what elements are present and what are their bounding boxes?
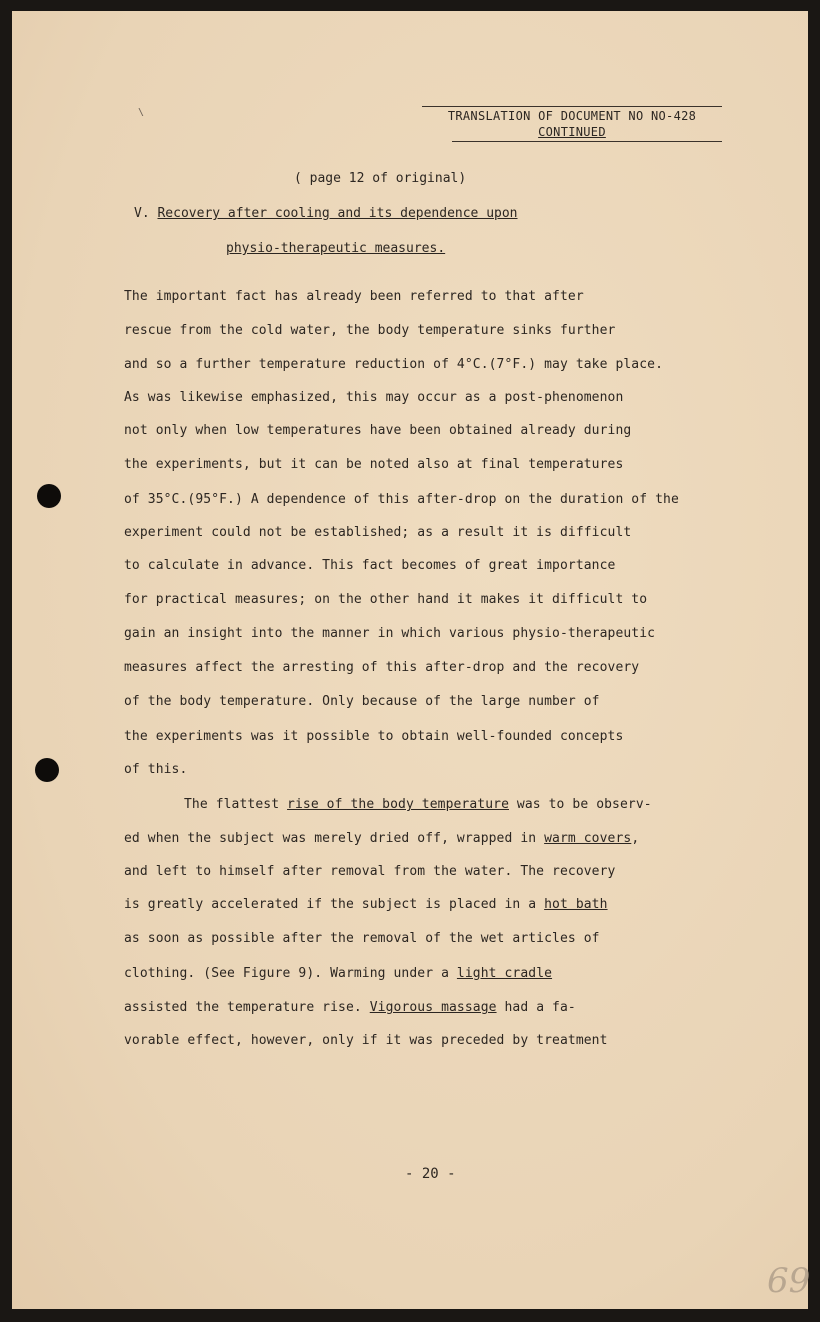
- section-number: V.: [134, 206, 150, 221]
- text-line: [124, 897, 608, 912]
- header-rule-bottom: [452, 141, 722, 142]
- text-line: not only when low temperatures have been obtained already during: [124, 423, 632, 438]
- text-span: is greatly accelerated if the subject is placed in a: [124, 897, 545, 912]
- underlined-term: Vigorous massage: [369, 1000, 497, 1015]
- underlined-term: light cradle: [456, 966, 553, 981]
- text-line: the experiments was it possible to obtain well-founded concepts: [124, 729, 624, 744]
- text-line: [124, 831, 639, 846]
- text-line: to calculate in advance. This fact becomes of great importance: [124, 558, 616, 573]
- text-line: [184, 797, 652, 812]
- text-line: of 35°C.(95°F.) A dependence of this after-drop on the duration of the: [124, 492, 679, 507]
- text-line: [124, 966, 552, 981]
- section-title-line1: Recovery after cooling and its dependence upon: [157, 206, 518, 221]
- header-subtitle: CONTINUED: [538, 125, 606, 139]
- underlined-term: hot bath: [544, 897, 608, 912]
- text-line: As was likewise emphasized, this may occur as a post-phenomenon: [124, 390, 624, 405]
- text-line: and left to himself after removal from the water. The recovery: [124, 864, 616, 879]
- text-span: was to be observ-: [509, 797, 652, 812]
- section-title-line2: physio-therapeutic measures.: [226, 241, 446, 256]
- text-line: rescue from the cold water, the body temperature sinks further: [124, 323, 616, 338]
- text-line: as soon as possible after the removal of the wet articles of: [124, 931, 600, 946]
- text-line: experiment could not be established; as a result it is difficult: [124, 525, 632, 540]
- punch-hole: [37, 484, 61, 508]
- underlined-term: rise of the body temperature: [287, 797, 509, 812]
- stray-mark: \: [138, 107, 145, 118]
- page-reference: ( page 12 of original): [294, 171, 467, 186]
- document-header: [422, 106, 722, 142]
- text-span: ed when the subject was merely dried off, wrapped in: [124, 831, 545, 846]
- text-line: The important fact has already been referred to that after: [124, 289, 584, 304]
- text-line: measures affect the arresting of this after-drop and the recovery: [124, 660, 640, 675]
- text-span: assisted the temperature rise.: [124, 1000, 370, 1015]
- text-span: ,: [631, 831, 640, 846]
- text-line: the experiments, but it can be noted also at final temperatures: [124, 457, 624, 472]
- handwritten-folio: 69: [767, 1261, 811, 1301]
- text-line: and so a further temperature reduction of 4°C.(7°F.) may take place.: [124, 357, 664, 372]
- text-span: clothing. (See Figure 9). Warming under a: [124, 966, 457, 981]
- punch-hole: [35, 758, 59, 782]
- text-span: had a fa-: [496, 1000, 576, 1015]
- text-line: of the body temperature. Only because of the large number of: [124, 694, 600, 709]
- document-page: [12, 11, 811, 1309]
- text-line: vorable effect, however, only if it was preceded by treatment: [124, 1033, 608, 1048]
- section-heading: [134, 206, 518, 221]
- text-line: [124, 1000, 576, 1015]
- text-line: of this.: [124, 762, 188, 777]
- underlined-term: warm covers: [544, 831, 632, 846]
- header-title: TRANSLATION OF DOCUMENT NO NO-428: [447, 109, 697, 123]
- text-line: gain an insight into the manner in which various physio-therapeutic: [124, 626, 656, 641]
- page-number: - 20 -: [405, 1166, 456, 1182]
- text-line: for practical measures; on the other hand it makes it difficult to: [124, 592, 648, 607]
- text-span: The flattest: [184, 797, 288, 812]
